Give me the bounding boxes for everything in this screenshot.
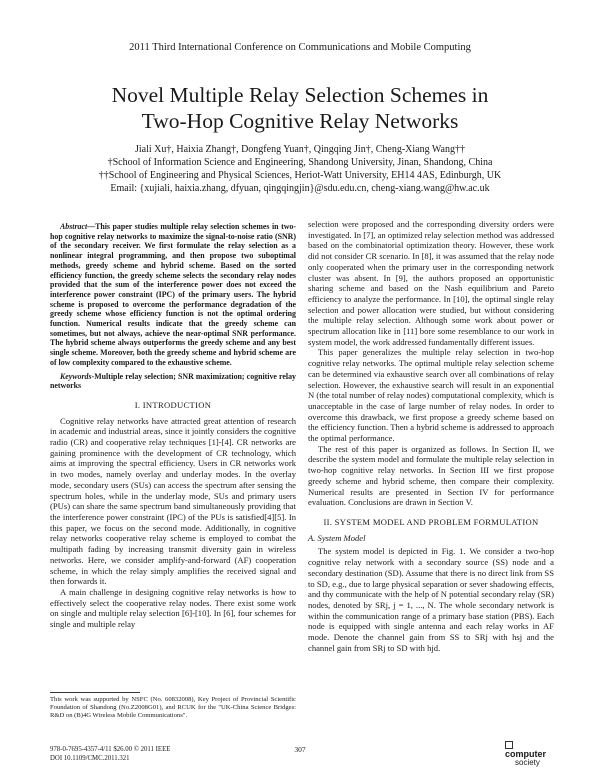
keywords-label: Keywords — [60, 371, 92, 381]
funding-footnote — [50, 692, 296, 720]
computer-society-logo — [505, 741, 550, 767]
paper-title — [40, 82, 560, 134]
abstract — [50, 222, 296, 391]
affiliation-2: ††School of Engineering and Physical Sciences, Heriot-Watt University, EH14 4AS, Edinburgh, UK — [98, 170, 502, 181]
footnote-rule — [50, 692, 140, 693]
subsection-heading-system-model: A. System Model — [308, 532, 366, 543]
logo-square-icon — [505, 741, 513, 749]
intro-paragraph-1: Cognitive relay networks have attracted great attention of research in academic and industrial areas, since it jointly considers the cognitive radio (CR) and cooperative relay techniques [1]-[4]. CR networks are gaining prominence with the development of CR technology, which aims at improving the spectral efficiency. Users in CR networks work in two modes, namely overlay and underlay modes. In the overlay mode, secondary users (SUs) can access the spectrum after sensing the spectrum holes, while in the underlay mode, SUs and primary users (PUs) can share the same spectrum band simultaneously providing that the interference power constraint (IPC) of the PUs is satisfied[4][5]. In this paper, we focus on the second mode. Additionally, in cognitive relay networks cooperative relay scheme is employed to combat the multipath fading by increasing transmit diversity gain in wireless networks. Here, we consider amplify-and-forward (AF) cooperation scheme, in which the relay simply amplifies the received signal and then forwards it. — [50, 415, 296, 587]
intro-paragraph-2: A main challenge in designing cognitive relay networks is how to effectively select the cooperative relay nodes. There exist some work on single and multiple relay selection [6]-[10]. In [6], four schemes for single and multiple relay — [50, 586, 296, 630]
abstract-text: —This paper studies multiple relay selection schemes in two-hop cognitive relay networks to maximize the signal-to-noise ratio (SNR) of the secondary receiver. We first formulate the relay selection as a nonlinear integral programming, and then propose two suboptimal methods, greedy scheme and hybrid scheme. Based on the sorted efficiency function, the greedy scheme selects the secondary relay nodes provided that the sum of the interference power does not exceed the interference power constraint (IPC) of the primary users. The hybrid scheme is proposed to overcome the performance degradation of the greedy scheme whose efficiency function is not the optimal ordering function. Numerical results indicate that the greedy scheme can sometimes, but not always, achieve the near-optimal SNR performance. The hybrid scheme always outperforms the greedy scheme and any best single scheme. Moreover, both the greedy scheme and hybrid scheme are of low complexity compared to the exhaustive scheme. — [50, 222, 296, 367]
author-names: Jiali Xu†, Haixia Zhang†, Dongfeng Yuan†, Qingqing Jin†, Cheng-Xiang Wang†† — [135, 144, 465, 155]
left-column — [50, 222, 296, 630]
title-line-1: Novel Multiple Relay Selection Schemes in — [111, 83, 489, 107]
conference-header: 2011 Third International Conference on Communications and Mobile Computing — [129, 42, 471, 53]
intro-paragraph-4: This paper generalizes the multiple relay selection in two-hop cognitive relay networks. The optimal multiple relay selection scheme can be determined via exhaustive search over all combinations of relay selection. However, the exhaustive search will result in an exponential N (the total number of relay nodes) computational complexity, which is unacceptable in the case of large number of relay nodes. In order to overcome this drawback, we first propose a greedy scheme based on the efficiency function. Then a hybrid scheme is addressed to approach the optimal performance. — [308, 347, 554, 444]
section-heading-system-model: II. SYSTEM MODEL AND PROBLEM FORMULATION — [323, 516, 539, 527]
author-email: Email: {xujiali, haixia.zhang, dfyuan, qingqingjin}@sdu.edu.cn, cheng-xiang.wang@hw.ac.uk — [110, 183, 490, 194]
keywords-text: -Multiple relay selection; SNR maximization; cognitive relay networks — [50, 371, 296, 391]
affiliation-1: †School of Information Science and Engineering, Shandong University, Jinan, Shandong, China — [107, 157, 493, 168]
section-heading-introduction: I. INTRODUCTION — [134, 399, 212, 410]
logo-line-1: computer — [505, 749, 547, 759]
keywords — [50, 372, 296, 391]
abstract-label: Abstract — [60, 222, 88, 231]
right-column — [308, 219, 554, 653]
page-number: 307 — [294, 745, 306, 754]
author-block — [30, 143, 570, 195]
system-paragraph-1: The system model is depicted in Fig. 1. We consider a two-hop cognitive relay network with a secondary source (SS) node and a secondary destination (SD). Assume that there is no direct link from SS to SD, e.g., due to large physical separation or sever shadowing effects, and thy communicate with the help of N potential secondary relay (SR) nodes, denoted by SRj, j = 1, ..., N. The whole secondary network is within the communication range of a primary base station (PBS). Each node is equipped with single antenna and each relay works in AF mode. Denote the channel gain from SS to SRj with hsj and the channel gain from SRj to SD with hjd. — [308, 546, 554, 653]
footnote-text: This work was supported by NSFC (No. 60832008), Key Project of Provincial Scientific Foundation of Shandong (No.Z2008G01), and RCUK for the "UK-China Science Bridges: R&D on (B)4G Wireless Mobile Communications". — [50, 696, 296, 719]
intro-paragraph-3: selection were proposed and the corresponding diversity orders were investigated. In [7], an optimized relay selection method was addressed based on the combinatorial optimization theory. However, these work did not consider CR scenario. In [8], it was assumed that the relay node only cooperated when the primary user in the corresponding network cluster was absent. In [9], the authors proposed an opportunistic sharing scheme and based on the Nash equilibrium and Pareto efficiency to analyze the performance. In [10], the optimal single relay selection and power allocation were studied, but without considering the multiple relay selection. Although some work about power or spectrum allocation like in [11] bore some resemblance to our work in system model, the work addressed fundamentally different issues. — [308, 219, 554, 347]
isbn-line: 978-0-7695-4357-4/11 $26.00 © 2011 IEEE — [50, 746, 171, 753]
intro-paragraph-5: The rest of this paper is organized as follows. In Section II, we describe the system model and formulate the multiple relay selection in two-hop cognitive relay networks. In Section III we first propose greedy scheme and hybrid scheme, then compare their complexity. Numerical results are presented in Section IV for performance evaluation. Conclusions are drawn in Section V. — [308, 443, 554, 508]
title-line-2: Two-Hop Cognitive Relay Networks — [141, 109, 459, 133]
logo-line-2: society — [515, 758, 540, 767]
doi-line: DOI 10.1109/CMC.2011.321 — [50, 755, 130, 762]
